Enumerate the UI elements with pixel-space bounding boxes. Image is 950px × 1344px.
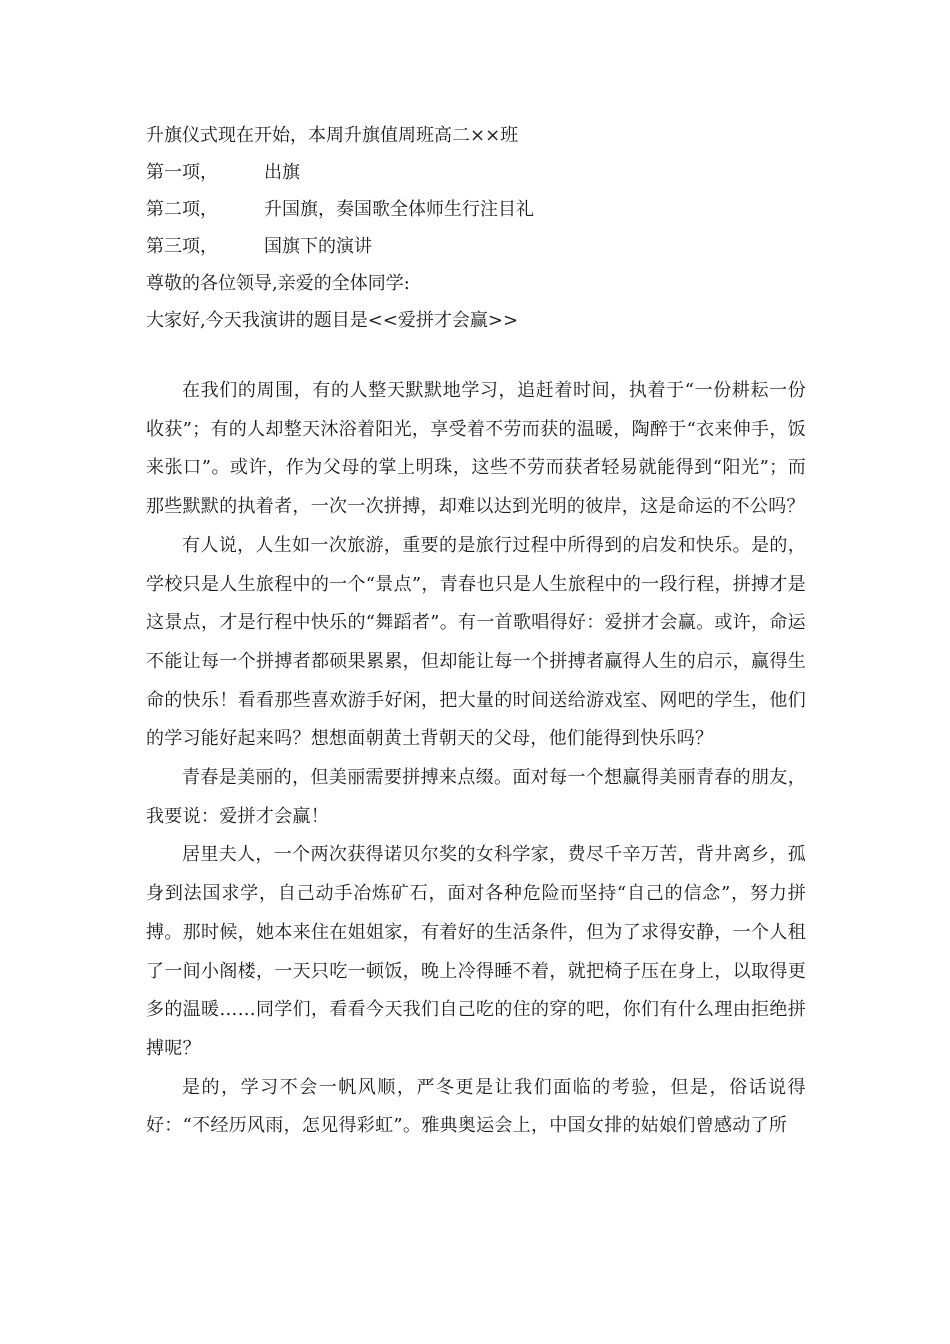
agenda-item-2 [146,191,826,228]
ceremony-intro-text: 升旗仪式现在开始，本周升旗值周班高二××班 [146,125,519,146]
agenda-item-1-text: 出旗 [264,162,300,183]
agenda-item-1-number: 第一项， [146,162,218,183]
agenda-item-3-number: 第三项， [146,236,218,257]
speech-topic-text: 大家好,今天我演讲的题目是<<爱拼才会赢>> [146,310,519,331]
ceremony-header [146,117,826,339]
agenda-item-2-text: 升国旗，奏国歌全体师生行注目礼 [264,199,534,220]
agenda-item-2-number: 第二项， [146,199,218,220]
speech-body [146,372,806,1146]
speech-greeting-text: 尊敬的各位领导,亲爱的全体同学: [146,273,410,294]
paragraph-3: 青春是美丽的，但美丽需要拼搏来点缀。面对每一个想赢得美丽青春的朋友，我要说：爱拼才会赢！ [146,767,806,827]
agenda-item-3 [146,228,826,265]
paragraph-1: 在我们的周围，有的人整天默默地学习，追赶着时间，执着于“一份耕耘一份收获”；有的人却整天沐浴着阳光，享受着不劳而获的温暖，陶醉于“衣来伸手，饭来张口”。或许，作为父母的掌上明珠，这些不劳而获者轻易就能得到“阳光”；而那些默默的执着者，一次一次拼搏，却难以达到光明的彼岸，这是命运的不公吗？ [146,380,806,518]
speech-topic [146,302,826,339]
ceremony-intro [146,117,826,154]
agenda-item-1 [146,154,826,191]
paragraph-5: 是的，学习不会一帆风顺，严冬更是让我们面临的考验，但是，俗话说得好：“不经历风雨，怎见得彩虹”。雅典奥运会上，中国女排的姑娘们曾感动了所 [146,1076,806,1137]
paragraph-2: 有人说，人生如一次旅游，重要的是旅行过程中所得到的启发和快乐。是的，学校只是人生旅程中的一个“景点”，青春也只是人生旅程中的一段行程，拼搏才是这景点，才是行程中快乐的“舞蹈者”。有一首歌唱得好：爱拼才会赢。或许，命运不能让每一个拼搏者都硕果累累，但却能让每一个拼搏者赢得人生的启示，赢得生命的快乐！看看那些喜欢游手好闲，把大量的时间送给游戏室、网吧的学生，他们的学习能好起来吗？想想面朝黄土背朝天的父母，他们能得到快乐吗？ [146,534,806,750]
speech-greeting [146,265,826,302]
paragraph-4: 居里夫人，一个两次获得诺贝尔奖的女科学家，费尽千辛万苦，背井离乡，孤身到法国求学，自己动手冶炼矿石，面对各种危险而坚持“自己的信念”，努力拼搏。那时候，她本来住在姐姐家，有着好的生活条件，但为了求得安静，一个人租了一间小阁楼，一天只吃一顿饭，晚上冷得睡不着，就把椅子压在身上，以取得更多的温暖……同学们，看看今天我们自己吃的住的穿的吧，你们有什么理由拒绝拼搏呢？ [146,844,806,1059]
agenda-item-3-text: 国旗下的演讲 [264,236,372,257]
